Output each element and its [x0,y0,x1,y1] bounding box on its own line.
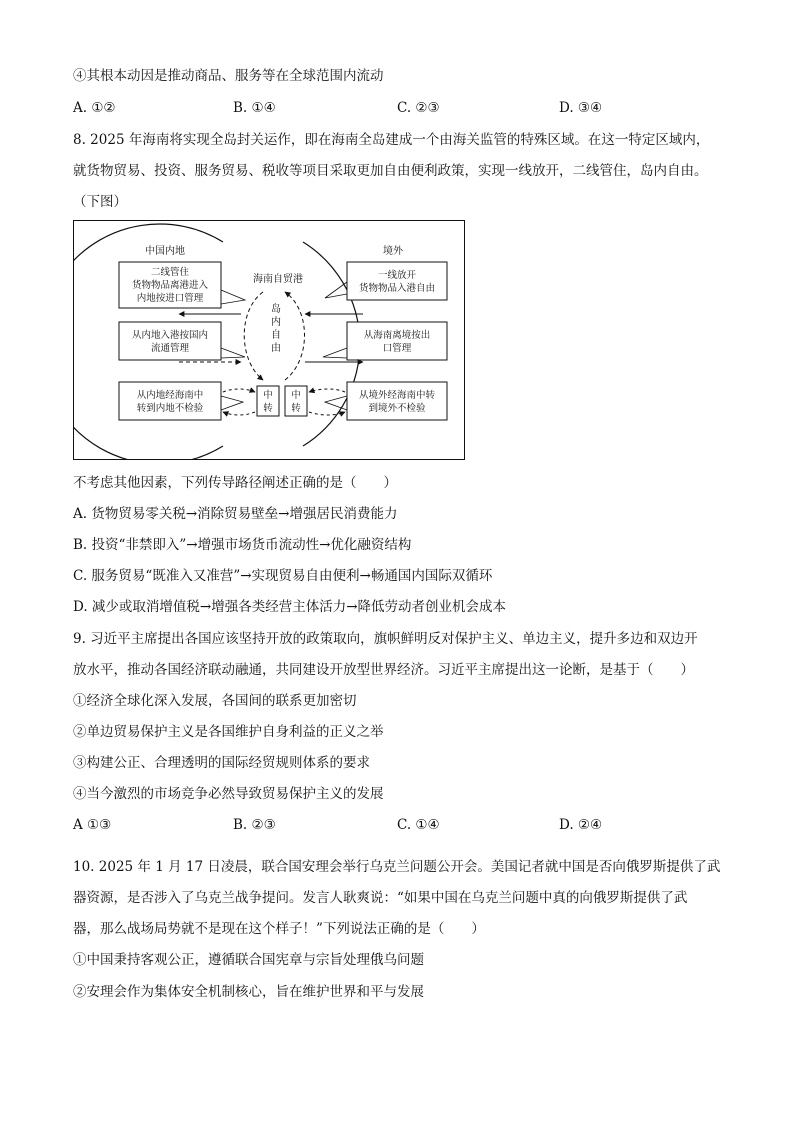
q9-stem-line-2: 放水平，推动各国经济联动融通，共同建设开放型世界经济。习近平主席提出这一论断，是基于（ ） [73,662,694,678]
island-char-1: 岛 [271,304,281,315]
q10-statement-2: ②安理会作为集体安全机制核心，旨在维护世界和平与发展 [73,984,424,1000]
mainland-title: 中国内地 [145,246,185,257]
q9-option-a[interactable]: A ①③ [73,817,112,833]
transfer-left-char-1: 中 [263,390,273,401]
box-right-3-line-2: 到境外不检验 [368,403,426,414]
island-char-3: 自 [271,330,281,341]
box-left-3-line-2: 转到内地不检验 [136,403,204,414]
transfer-right-char-2: 转 [291,403,301,414]
q9-option-c[interactable]: C. ①④ [397,817,440,833]
q8-option-b[interactable]: B. 投资“非禁即入”→增强市场货币流动性→优化融资结构 [73,537,412,553]
box-right-1 [347,262,447,300]
box-right-3 [347,382,447,420]
box-left-1-line-2: 货物物品离港进入 [131,280,209,291]
q9-statement-2: ②单边贸易保护主义是各国维护自身利益的正义之举 [73,724,384,740]
box-left-2-line-2: 流通管理 [150,343,190,354]
box-left-2 [119,322,221,360]
q8-option-a[interactable]: A. 货物贸易零关税→消除贸易壁垒→增强居民消费能力 [73,506,398,522]
q7-statement-4: ④其根本动因是推动商品、服务等在全球范围内流动 [73,68,384,84]
q10-statement-1: ①中国秉持客观公正，遵循联合国宪章与宗旨处理俄乌问题 [73,952,424,968]
q9-option-b[interactable]: B. ②③ [233,817,276,833]
q9-statement-1: ①经济全球化深入发展，各国间的联系更加密切 [73,693,357,709]
transfer-left-char-2: 转 [263,403,273,414]
q9-statement-3: ③构建公正、合理透明的国际经贸规则体系的要求 [73,755,370,771]
box-right-2-line-1: 从海南离境按出 [363,330,431,341]
q7-option-c[interactable]: C. ②③ [397,100,440,116]
box-left-3-line-1: 从内地经海南中 [136,390,204,401]
q10-stem-line-2: 器资源，是否涉入了乌克兰战争提问。发言人耿爽说：“如果中国在乌克兰问题中真的向俄罗斯提供了武 [73,890,688,906]
q9-statement-4: ④当今激烈的市场竞争必然导致贸易保护主义的发展 [73,786,384,802]
q8-stem-line-1: 8. 2025 年海南将实现全岛封关运作，即在海南全岛建成一个由海关监管的特殊区域。在这一特定区域内， [73,132,710,148]
q8-stem-line-3: （下图） [73,194,127,210]
box-left-1-line-1: 二线管住 [150,267,190,278]
box-right-1-line-1: 一线放开 [377,270,417,281]
box-left-2-line-1: 从内地入港按国内 [131,330,209,341]
q9-option-d[interactable]: D. ②④ [559,817,603,833]
overseas-title: 境外 [383,246,403,257]
box-right-3-line-1: 从境外经海南中转 [358,390,436,401]
q8-question: 不考虑其他因素，下列传导路径阐述正确的是（ ） [73,475,397,491]
q7-option-a[interactable]: A. ①② [73,100,116,116]
q8-option-c[interactable]: C. 服务贸易“既准入又准营”→实现贸易自由便利→畅通国内国际双循环 [73,568,493,584]
island-char-2: 内 [271,317,281,328]
hainan-ftp-diagram [73,220,465,460]
q8-option-d[interactable]: D. 减少或取消增值税→增强各类经营主体活力→降低劳动者创业机会成本 [73,599,507,615]
box-right-2 [347,322,447,360]
q8-stem-line-2: 就货物贸易、投资、服务贸易、税收等项目采取更加自由便利政策，实现一线放开，二线管住，岛内自由。 [73,163,708,179]
island-char-4: 由 [271,343,281,354]
q7-option-d[interactable]: D. ③④ [559,100,603,116]
q10-stem-line-1: 10. 2025 年 1 月 17 日凌晨，联合国安理会举行乌克兰问题公开会。美国记者就中国是否向俄罗斯提供了武 [73,859,721,875]
q9-stem-line-1: 9. 习近平主席提出各国应该坚持开放的政策取向，旗帜鲜明反对保护主义、单边主义，提升多边和双边开 [73,631,698,647]
ftp-title: 海南自贸港 [253,274,303,285]
box-left-1-line-3: 内地按进口管理 [136,293,204,304]
transfer-right-char-1: 中 [291,390,301,401]
box-left-3 [119,382,221,420]
q7-option-b[interactable]: B. ①④ [233,100,276,116]
box-right-2-line-2: 口管理 [382,343,412,354]
q10-stem-line-3: 器，那么战场局势就不是现在这个样子！”下列说法正确的是（ ） [73,921,485,937]
box-right-1-line-2: 货物物品入港自由 [358,283,436,294]
